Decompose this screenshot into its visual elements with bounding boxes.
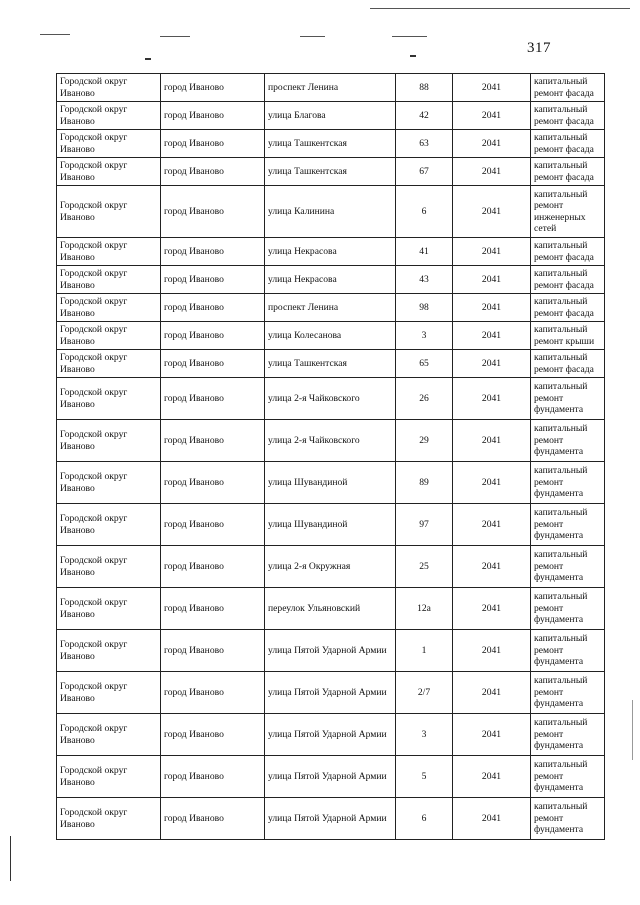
table-body (57, 74, 605, 840)
house-number-cell: 43 (396, 266, 453, 294)
table-row (57, 350, 605, 378)
work-type-cell: капитальный ремонт фасада (531, 130, 605, 158)
city-cell: город Иваново (161, 130, 265, 158)
work-type-cell: капитальный ремонт фасада (531, 266, 605, 294)
table-row (57, 462, 605, 504)
work-type-cell: капитальный ремонт фундамента (531, 714, 605, 756)
house-number-cell: 5 (396, 756, 453, 798)
year-cell: 2041 (453, 630, 531, 672)
table-row (57, 504, 605, 546)
work-type-cell: капитальный ремонт фундамента (531, 672, 605, 714)
year-cell: 2041 (453, 504, 531, 546)
scan-line-top-left (40, 34, 70, 35)
table-row (57, 238, 605, 266)
house-number-cell: 89 (396, 462, 453, 504)
house-number-cell: 3 (396, 322, 453, 350)
scan-line-top-mid (160, 36, 190, 37)
table-row (57, 630, 605, 672)
district-cell: Городской округ Иваново (57, 672, 161, 714)
street-cell: улица Калинина (265, 186, 396, 238)
table-row (57, 546, 605, 588)
work-type-cell: капитальный ремонт фасада (531, 102, 605, 130)
street-cell: улица Ташкентская (265, 158, 396, 186)
district-cell: Городской округ Иваново (57, 546, 161, 588)
table-row (57, 378, 605, 420)
year-cell: 2041 (453, 322, 531, 350)
table-row (57, 714, 605, 756)
city-cell: город Иваново (161, 672, 265, 714)
year-cell: 2041 (453, 158, 531, 186)
city-cell: город Иваново (161, 74, 265, 102)
street-cell: улица Пятой Ударной Армии (265, 756, 396, 798)
district-cell: Городской округ Иваново (57, 74, 161, 102)
district-cell: Городской округ Иваново (57, 294, 161, 322)
street-cell: улица Пятой Ударной Армии (265, 798, 396, 840)
table-row (57, 74, 605, 102)
table-row (57, 322, 605, 350)
city-cell: город Иваново (161, 102, 265, 130)
city-cell: город Иваново (161, 588, 265, 630)
street-cell: проспект Ленина (265, 294, 396, 322)
city-cell: город Иваново (161, 350, 265, 378)
work-type-cell: капитальный ремонт фундамента (531, 588, 605, 630)
district-cell: Городской округ Иваново (57, 462, 161, 504)
street-cell: проспект Ленина (265, 74, 396, 102)
table-row (57, 158, 605, 186)
district-cell: Городской округ Иваново (57, 378, 161, 420)
street-cell: улица Благова (265, 102, 396, 130)
district-cell: Городской округ Иваново (57, 266, 161, 294)
table-row (57, 294, 605, 322)
table-row (57, 102, 605, 130)
city-cell: город Иваново (161, 798, 265, 840)
table-row (57, 420, 605, 462)
work-type-cell: капитальный ремонт фасада (531, 294, 605, 322)
work-type-cell: капитальный ремонт фасада (531, 74, 605, 102)
year-cell: 2041 (453, 74, 531, 102)
house-number-cell: 1 (396, 630, 453, 672)
table-row (57, 672, 605, 714)
house-number-cell: 65 (396, 350, 453, 378)
work-type-cell: капитальный ремонт фундамента (531, 798, 605, 840)
house-number-cell: 88 (396, 74, 453, 102)
scan-line-top-mid-3 (392, 36, 427, 37)
city-cell: город Иваново (161, 266, 265, 294)
district-cell: Городской округ Иваново (57, 630, 161, 672)
house-number-cell: 26 (396, 378, 453, 420)
house-number-cell: 25 (396, 546, 453, 588)
house-number-cell: 3 (396, 714, 453, 756)
scan-mark-left-edge (10, 836, 11, 881)
district-cell: Городской округ Иваново (57, 588, 161, 630)
house-number-cell: 98 (396, 294, 453, 322)
work-type-cell: капитальный ремонт фундамента (531, 378, 605, 420)
street-cell: улица Ташкентская (265, 130, 396, 158)
repair-schedule-table (56, 73, 605, 840)
house-number-cell: 63 (396, 130, 453, 158)
work-type-cell: капитальный ремонт фундамента (531, 420, 605, 462)
table-row (57, 798, 605, 840)
table-row (57, 756, 605, 798)
city-cell: город Иваново (161, 186, 265, 238)
table-row (57, 266, 605, 294)
district-cell: Городской округ Иваново (57, 756, 161, 798)
year-cell: 2041 (453, 130, 531, 158)
work-type-cell: капитальный ремонт фасада (531, 238, 605, 266)
street-cell: улица 2-я Чайковского (265, 420, 396, 462)
district-cell: Городской округ Иваново (57, 130, 161, 158)
district-cell: Городской округ Иваново (57, 714, 161, 756)
scan-mark-right-edge (632, 700, 633, 760)
work-type-cell: капитальный ремонт фасада (531, 158, 605, 186)
scan-mark-dash-left (145, 58, 151, 60)
district-cell: Городской округ Иваново (57, 186, 161, 238)
city-cell: город Иваново (161, 158, 265, 186)
year-cell: 2041 (453, 350, 531, 378)
street-cell: улица Ташкентская (265, 350, 396, 378)
house-number-cell: 67 (396, 158, 453, 186)
district-cell: Городской округ Иваново (57, 238, 161, 266)
year-cell: 2041 (453, 420, 531, 462)
street-cell: улица Некрасова (265, 266, 396, 294)
work-type-cell: капитальный ремонт фундамента (531, 756, 605, 798)
work-type-cell: капитальный ремонт фасада (531, 350, 605, 378)
district-cell: Городской округ Иваново (57, 798, 161, 840)
work-type-cell: капитальный ремонт фундамента (531, 462, 605, 504)
street-cell: улица 2-я Окружная (265, 546, 396, 588)
house-number-cell: 2/7 (396, 672, 453, 714)
scan-line-top-right (370, 8, 630, 9)
street-cell: переулок Ульяновский (265, 588, 396, 630)
table-row (57, 130, 605, 158)
year-cell: 2041 (453, 186, 531, 238)
district-cell: Городской округ Иваново (57, 158, 161, 186)
work-type-cell: капитальный ремонт фундамента (531, 546, 605, 588)
city-cell: город Иваново (161, 714, 265, 756)
street-cell: улица 2-я Чайковского (265, 378, 396, 420)
street-cell: улица Шувандиной (265, 504, 396, 546)
year-cell: 2041 (453, 588, 531, 630)
year-cell: 2041 (453, 102, 531, 130)
city-cell: город Иваново (161, 546, 265, 588)
work-type-cell: капитальный ремонт крыши (531, 322, 605, 350)
year-cell: 2041 (453, 378, 531, 420)
street-cell: улица Пятой Ударной Армии (265, 714, 396, 756)
scan-line-top-mid-2 (300, 36, 325, 37)
work-type-cell: капитальный ремонт фундамента (531, 504, 605, 546)
street-cell: улица Шувандиной (265, 462, 396, 504)
city-cell: город Иваново (161, 420, 265, 462)
district-cell: Городской округ Иваново (57, 322, 161, 350)
year-cell: 2041 (453, 462, 531, 504)
house-number-cell: 6 (396, 186, 453, 238)
year-cell: 2041 (453, 798, 531, 840)
street-cell: улица Колесанова (265, 322, 396, 350)
district-cell: Городской округ Иваново (57, 504, 161, 546)
work-type-cell: капитальный ремонт фундамента (531, 630, 605, 672)
page-number: 317 (527, 40, 551, 56)
street-cell: улица Пятой Ударной Армии (265, 630, 396, 672)
street-cell: улица Некрасова (265, 238, 396, 266)
city-cell: город Иваново (161, 630, 265, 672)
district-cell: Городской округ Иваново (57, 102, 161, 130)
city-cell: город Иваново (161, 294, 265, 322)
city-cell: город Иваново (161, 504, 265, 546)
district-cell: Городской округ Иваново (57, 420, 161, 462)
city-cell: город Иваново (161, 322, 265, 350)
year-cell: 2041 (453, 714, 531, 756)
house-number-cell: 12а (396, 588, 453, 630)
city-cell: город Иваново (161, 756, 265, 798)
work-type-cell: капитальный ремонт инженерных сетей (531, 186, 605, 238)
year-cell: 2041 (453, 266, 531, 294)
district-cell: Городской округ Иваново (57, 350, 161, 378)
house-number-cell: 6 (396, 798, 453, 840)
scan-mark-dash-right (410, 55, 416, 57)
house-number-cell: 42 (396, 102, 453, 130)
city-cell: город Иваново (161, 238, 265, 266)
year-cell: 2041 (453, 756, 531, 798)
year-cell: 2041 (453, 238, 531, 266)
city-cell: город Иваново (161, 462, 265, 504)
year-cell: 2041 (453, 672, 531, 714)
house-number-cell: 97 (396, 504, 453, 546)
street-cell: улица Пятой Ударной Армии (265, 672, 396, 714)
table-row (57, 186, 605, 238)
year-cell: 2041 (453, 294, 531, 322)
city-cell: город Иваново (161, 378, 265, 420)
table-row (57, 588, 605, 630)
house-number-cell: 41 (396, 238, 453, 266)
year-cell: 2041 (453, 546, 531, 588)
house-number-cell: 29 (396, 420, 453, 462)
